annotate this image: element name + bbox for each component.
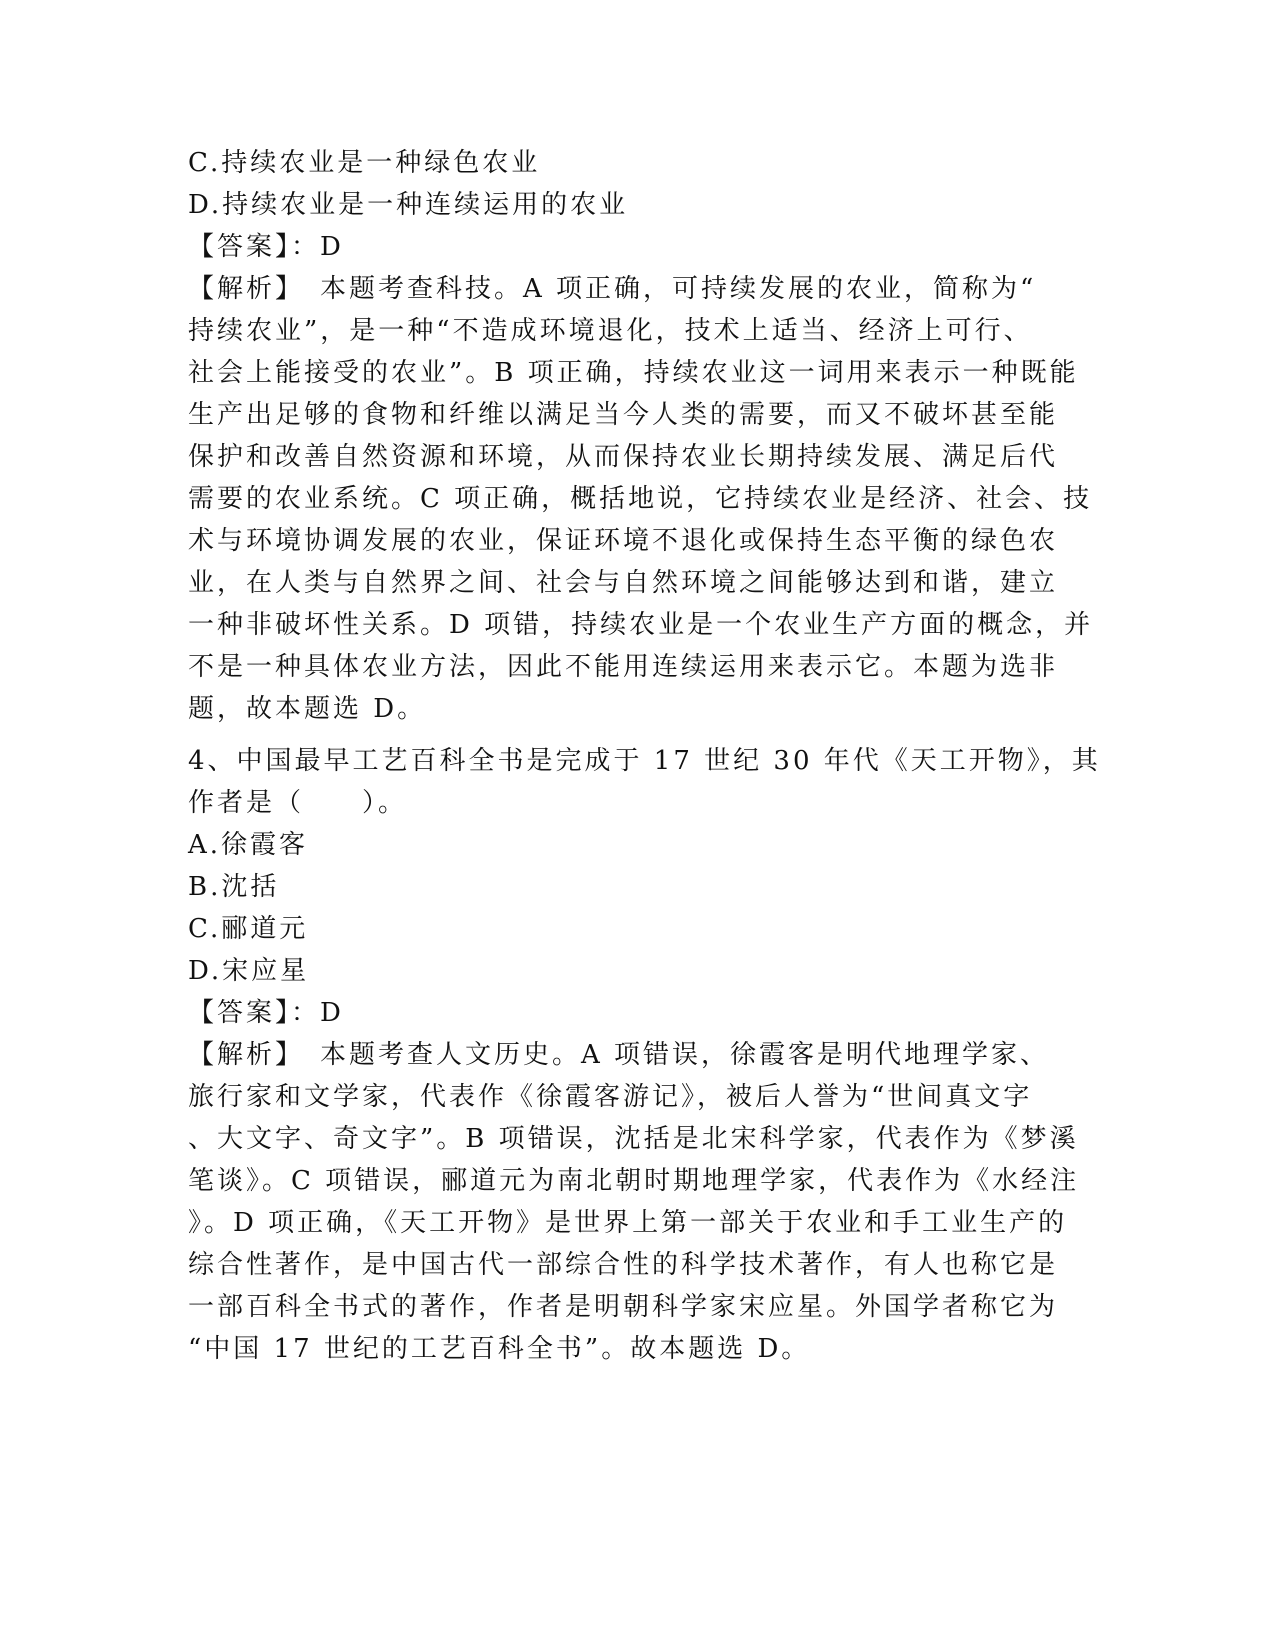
analysis-line: 保护和改善自然资源和环境，从而保持农业长期持续发展、满足后代 <box>188 442 1059 472</box>
analysis-line: 生产出足够的食物和纤维以满足当今人类的需要，而又不破坏甚至能 <box>188 400 1059 430</box>
answer-line: 【答案】：D <box>188 232 344 262</box>
analysis-line: 旅行家和文学家，代表作《徐霞客游记》，被后人誉为“世间真文字 <box>188 1082 1033 1112</box>
question-3-tail <box>188 142 1094 730</box>
analysis-line: 【解析】 本题考查人文历史。A 项错误，徐霞客是明代地理学家、 <box>188 1040 1050 1070</box>
analysis-line: 不是一种具体农业方法，因此不能用连续运用来表示它。本题为选非 <box>188 652 1059 682</box>
analysis-line: 术与环境协调发展的农业，保证环境不退化或保持生态平衡的绿色农 <box>188 526 1059 556</box>
analysis-line: “中国 17 世纪的工艺百科全书”。故本题选 D。 <box>188 1334 811 1364</box>
analysis-line: 》。D 项正确，《天工开物》是世界上第一部关于农业和手工业生产的 <box>188 1208 1068 1238</box>
question-stem: 作者是（ ）。 <box>188 788 408 818</box>
answer-line: 【答案】：D <box>188 998 344 1028</box>
question-4 <box>188 740 1101 1370</box>
analysis-line: 持续农业”，是一种“不造成环境退化，技术上适当、经济上可行、 <box>188 316 1033 346</box>
analysis-line: 一部百科全书式的著作，作者是明朝科学家宋应星。外国学者称它为 <box>188 1292 1059 1322</box>
analysis-line: 题，故本题选 D。 <box>188 694 427 724</box>
analysis-block <box>188 268 1094 730</box>
question-gap <box>188 730 1078 740</box>
option-d: D.宋应星 <box>188 956 310 986</box>
analysis-line: 一种非破坏性关系。D 项错，持续农业是一个农业生产方面的概念，并 <box>188 610 1094 640</box>
question-stem: 4、中国最早工艺百科全书是完成于 17 世纪 30 年代《天工开物》，其 <box>188 746 1101 776</box>
analysis-line: 综合性著作，是中国古代一部综合性的科学技术著作，有人也称它是 <box>188 1250 1059 1280</box>
option-c: C.郦道元 <box>188 914 309 944</box>
option-a: A.徐霞客 <box>188 830 309 860</box>
analysis-block <box>188 1034 1078 1370</box>
analysis-line: 业，在人类与自然界之间、社会与自然环境之间能够达到和谐，建立 <box>188 568 1059 598</box>
option-c: C.持续农业是一种绿色农业 <box>188 148 541 178</box>
option-b: B.沈括 <box>188 872 280 902</box>
analysis-line: 社会上能接受的农业”。B 项正确，持续农业这一词用来表示一种既能 <box>188 358 1079 388</box>
analysis-line: 、大文字、奇文字”。B 项错误，沈括是北宋科学家，代表作为《梦溪 <box>188 1124 1079 1154</box>
option-d: D.持续农业是一种连续运用的农业 <box>188 190 629 220</box>
document-page <box>188 142 1101 1370</box>
analysis-line: 需要的农业系统。C 项正确，概括地说，它持续农业是经济、社会、技 <box>188 484 1093 514</box>
analysis-line: 【解析】 本题考查科技。A 项正确，可持续发展的农业，简称为“ <box>188 274 1037 304</box>
analysis-line: 笔谈》。C 项错误，郦道元为南北朝时期地理学家，代表作为《水经注 <box>188 1166 1080 1196</box>
